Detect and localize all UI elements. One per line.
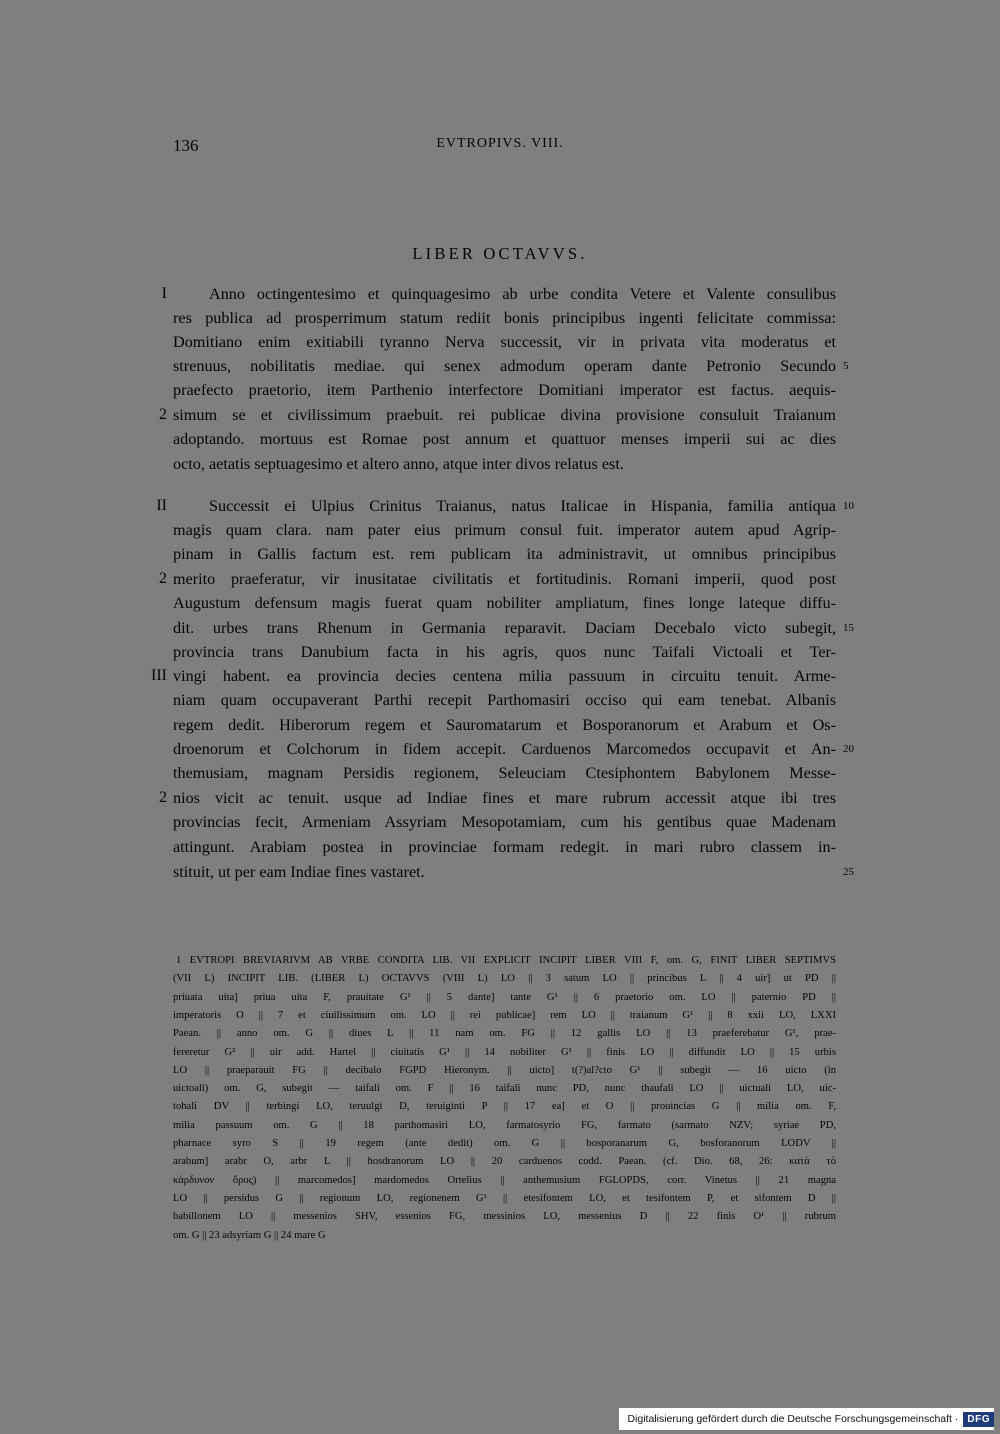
text-line bbox=[173, 452, 836, 476]
footnote-line bbox=[173, 1227, 836, 1245]
text-line bbox=[159, 567, 836, 591]
text-line bbox=[173, 810, 836, 834]
footnote-text: LO || persidus G || regionum LO, regionenem G¹ || etesifontem LO, et tesifontem P, et sifontem D || bbox=[173, 1192, 836, 1204]
footnote-line bbox=[173, 1153, 836, 1171]
text-line bbox=[173, 713, 836, 737]
line-text: provincias fecit, Armeniam Assyriam Mesopotamiam, cum his gentibus quae Madenam bbox=[173, 813, 836, 831]
footnote-line bbox=[173, 1098, 836, 1116]
text-line bbox=[173, 518, 836, 542]
text-line bbox=[159, 786, 836, 810]
footnote-line bbox=[173, 1025, 836, 1043]
text-line bbox=[173, 640, 836, 664]
footnote-text: 1 EVTROPI BREVIARIVM AB VRBE CONDITA LIB. VII EXPLICIT INCIPIT LIBER VIII F, om. G, FINIT LIBER SEPTIMVS bbox=[176, 955, 836, 966]
line-number: 25 bbox=[843, 866, 854, 878]
footnote-line bbox=[173, 1044, 836, 1062]
chapter-number: I bbox=[161, 285, 167, 302]
footnote-line bbox=[173, 1062, 836, 1080]
dfg-credit-banner bbox=[619, 1408, 994, 1430]
footnote-line bbox=[173, 1117, 836, 1135]
footnote-line bbox=[173, 1172, 836, 1190]
book-title: LIBER OCTAVVS. bbox=[412, 244, 588, 263]
line-text: vingi habent. ea provincia decies centena milia passuum in circuitu tenuit. Arme- bbox=[173, 667, 836, 685]
footnote-text: LO || praeparauit FG || decibalo FGPD Hieronym. || uicto] t(?)al?cto G¹ || subegit — 16 uicto (in bbox=[173, 1064, 836, 1076]
line-number: 20 bbox=[843, 743, 854, 755]
text-line bbox=[173, 591, 836, 615]
line-text: droenorum et Colchorum in fidem accepit. Carduenos Marcomedos occupavit et An- bbox=[173, 740, 836, 758]
line-text: octo, aetatis septuagesimo et altero anno, atque inter divos relatus est. bbox=[173, 455, 624, 473]
line-number: 10 bbox=[843, 500, 854, 512]
chapter-number: III bbox=[151, 667, 167, 684]
line-text: Augustum defensum magis fuerat quam nobiliter ampliatum, fines longe lateque diffu- bbox=[173, 594, 836, 612]
footnote-line bbox=[173, 1208, 836, 1226]
line-text: res publica ad prosperrimum statum rediit bonis principibus ingenti felicitate commissa: bbox=[173, 309, 836, 327]
footnote-text: arabum] arabr O, arbr L || hosdranorum LO || 20 carduenos codd. Paean. (cf. Dio. 68, 26: κατὰ τὸ bbox=[173, 1156, 836, 1168]
footnote-text: milia passuum om. G || 18 parthomasiri LO, farmatosyrio FG, farmato (sarmato NZV; syriae PD, bbox=[173, 1119, 836, 1131]
footnote-text: (VII L) INCIPIT LIB. (LIBER L) OCTAVVS (VIII L) LO || 3 satum LO || princibus L || 4 uir] ut PD || bbox=[173, 973, 836, 985]
text-line bbox=[173, 688, 836, 712]
line-text: stituit, ut per eam Indiae fines vastaret. bbox=[173, 863, 425, 881]
text-line bbox=[173, 306, 836, 330]
footnote-text: tohali DV || terbingi LO, teruulgi D, teruiginti P || 17 ea] et O || prouincias G || milia om. F, bbox=[173, 1101, 836, 1113]
line-text: simum se et civilissimum praebuit. rei publicae divina provisione consuluit Traianum bbox=[173, 406, 836, 424]
line-text: praefecto praetorio, item Parthenio interfectore Domitiani imperator est factus. aequis- bbox=[173, 381, 836, 399]
text-line bbox=[173, 761, 836, 785]
text-line bbox=[151, 664, 836, 688]
footnote-text: babillonem LO || messenios SHV, essenios FG, messinios LO, messenius D || 22 finis O¹ || rubrum bbox=[173, 1211, 836, 1223]
dfg-logo-icon: DFG bbox=[963, 1412, 994, 1427]
line-text: adoptando. mortuus est Romae post annum et quattuor menses imperii sui ac dies bbox=[173, 430, 836, 448]
footnote-line bbox=[173, 970, 836, 988]
text-line bbox=[173, 835, 836, 859]
footnote-line bbox=[173, 1135, 836, 1153]
text-line bbox=[173, 378, 836, 402]
text-line bbox=[156, 494, 854, 518]
chapter-number: II bbox=[156, 497, 167, 514]
line-text: strenuus, nobilitatis mediae. qui senex admodum operam dante Petronio Secundo bbox=[173, 357, 836, 375]
text-line bbox=[173, 542, 836, 566]
line-text: attingunt. Arabiam postea in provinciae formam redegit. in mari rubro classem in- bbox=[173, 838, 836, 856]
line-text: nios vicit ac tenuit. usque ad Indiae fines et mare rubrum accessit atque ibi tres bbox=[173, 789, 836, 807]
line-text: Successit ei Ulpius Crinitus Traianus, natus Italicae in Hispania, familia antiqua bbox=[209, 497, 836, 515]
chapter-number: 2 bbox=[159, 570, 167, 587]
footnote-text: pharnace syro S || 19 regem (ante dedit) om. G || bosporanarum G, bosforanorum LODV || bbox=[173, 1138, 836, 1149]
line-text: dit. urbes trans Rhenum in Germania reparavit. Daciam Decebalo victo subegit, bbox=[173, 619, 836, 637]
text-line bbox=[173, 427, 836, 451]
footnote-text: imperatoris O || 7 et ciuilissimum om. LO || rei publicae] rem LO || traianum G¹ || 8 xxii LO, LXXI bbox=[173, 1009, 836, 1021]
page-number: 136 bbox=[173, 136, 199, 155]
line-text: pinam in Gallis factum est. rem publicam ita administravit, ut omnibus principibus bbox=[173, 545, 836, 563]
line-text: niam quam occupaverant Parthi recepit Parthomasiri occiso qui eam tenebat. Albanis bbox=[173, 691, 836, 709]
footnote-text: uictoali) om. G, subegit — taifali om. F || 16 taifali nunc PD, nunc thaufali LO || uictuali LO, uic- bbox=[173, 1083, 836, 1095]
line-number: 5 bbox=[843, 360, 849, 372]
text-line bbox=[173, 860, 854, 884]
credit-text: Digitalisierung gefördert durch die Deutsche Forschungsgemeinschaft · bbox=[627, 1413, 959, 1425]
text-line bbox=[173, 616, 854, 640]
footnote-line bbox=[173, 1007, 836, 1025]
running-head bbox=[0, 136, 1000, 160]
text-line bbox=[159, 403, 836, 427]
footnote-line bbox=[173, 1190, 836, 1208]
footnote-text: om. G || 23 adsyriam G || 24 mare G bbox=[173, 1229, 326, 1241]
line-text: regem dedit. Hiberorum regem et Sauromatarum et Bosporanorum et Arabum et Os- bbox=[173, 716, 836, 734]
text-line bbox=[173, 737, 854, 761]
line-text: themusiam, magnam Persidis regionem, Seleuciam Ctesiphontem Babylonem Messe- bbox=[173, 764, 836, 782]
text-line bbox=[161, 282, 836, 306]
page-header-title: EVTROPIVS. VIII. bbox=[436, 136, 564, 151]
footnote-text: priuata uita] priua uita F, prauitate G¹ || 5 dante] tante G¹ || 6 praetorio om. LO || paternio PD || bbox=[173, 991, 836, 1003]
line-text: Anno octingentesimo et quinquagesimo ab urbe condita Vetere et Valente consulibus bbox=[209, 285, 836, 303]
footnote-line bbox=[173, 1080, 836, 1098]
text-line bbox=[173, 330, 836, 354]
line-number: 15 bbox=[843, 622, 854, 634]
footnote-line bbox=[173, 989, 836, 1007]
chapter-number: 2 bbox=[159, 406, 167, 423]
chapter-number: 2 bbox=[159, 789, 167, 806]
line-text: magis quam clara. nam pater eius primum consul fuit. imperator autem apud Agrip- bbox=[173, 521, 836, 539]
line-text: merito praeferatur, vir inusitatae civilitatis et fortitudinis. Romani imperii, quod post bbox=[173, 570, 836, 588]
line-text: provincia trans Danubium facta in his agris, quos nunc Taifali Victoali et Ter- bbox=[173, 643, 836, 661]
footnote-text: Paean. || anno om. G || diues L || 11 nam om. FG || 12 gallis LO || 13 praeferebatur G¹, prae- bbox=[173, 1028, 836, 1040]
text-line bbox=[173, 354, 849, 378]
line-text: Domitiano enim exitiabili tyranno Nerva successit, vir in privata vita moderatus et bbox=[173, 333, 836, 351]
footnote-line bbox=[173, 952, 836, 970]
footnote-text: κάρδυνον ὄρος) || marcomedos] mardomedos Ortelius || anthemusium FGLOPDS, corr. Vinetus || 21 magna bbox=[173, 1174, 836, 1186]
footnote-text: fereretur G² || uir add. Hartel || ciuitatis G¹ || 14 nobiliter G¹ || finis LO || diffundit LO || 15 urbis bbox=[173, 1046, 836, 1058]
